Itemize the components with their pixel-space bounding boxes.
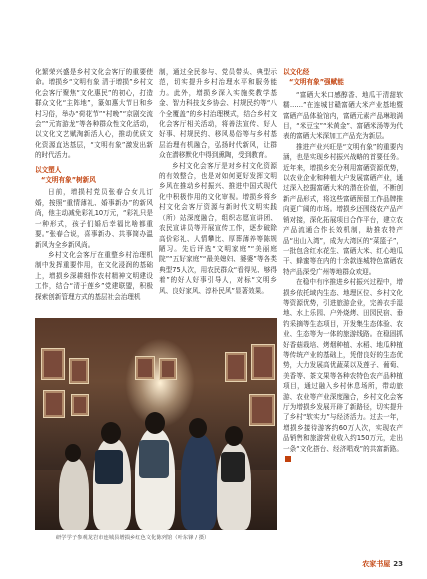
visitor — [181, 434, 217, 530]
photo-caption: 研学学子参观龙岩市连城县增损乡红色文化陈列馆（叶东锋 / 摄） — [56, 535, 210, 541]
article-column-1 — [35, 67, 153, 302]
article-column-2 — [159, 67, 277, 296]
paragraph: “富硒大米口感醇香、地瓜干清甜软糯……”在连城甘赣富硒大米产业基地暨富硒产品体验馆内，富硒元素产品琳琅满目，“米豆宝”“米黄金”、富硒米汤等为代表的富硒大米深加工产品充为新层。 — [283, 90, 403, 141]
paragraph: 化繁荣兴盛是乡村文化会客厅的重要使命。增损乡“文明有象 清于增损”乡村文化会客厅聚焦“文化惠民”的初心，打造群众文化“主阵地”，篆如惠大节日和乡村习俗，举办“荷花节”“村晚”“京剧交流会”“元宵游龙”等各种群众性文化活动，以文化文艺赋淘新活人心，推动优质文化资源直达基层，“文明有象”激发出新的时代活力。 — [35, 68, 153, 160]
wall-frame — [41, 348, 65, 380]
exhibition-photo — [35, 318, 277, 530]
magazine-name: 农家书屋 — [362, 560, 391, 568]
paragraph: 乡村文化会客厅是对乡村文化资源的有效整合，也是对如何更好发挥文明乡风在推动乡村振兴、推进中国式现代化中积极作用的文化审视。增损乡将乡村文化会客厅资源与新时代文明实践（所）站深度融合，组织志愿宣讲团、农民宣讲员等开展宣传工作，逐步破除高价彩礼、人情攀比、厚葬薄养等陈规陋习。先后评选“文明家庭”“美丽庭院”“五好家庭”“最美媳妇、婆婆”等各类典型75人次，用农民群众“看得见、够得着”的好人好事引导人，对标“文明乡风、良好家风、淳朴民风”显著效果。 — [159, 161, 277, 295]
visitor — [59, 458, 89, 530]
wall-frame — [71, 394, 89, 416]
visitor-head — [145, 412, 165, 434]
article-end-icon — [285, 456, 291, 462]
visitor-head — [65, 444, 81, 462]
page-footer — [362, 560, 403, 569]
paragraph: 推进产业兴旺是“文明有象”的重要内涵，也是实现乡村振兴战略的首要任务。近年来，增损乡充分利用富硒资源优势，以农业企业和种植大户发展富硒产业，通过深入挖掘富硒大米的潜在价值，不断创新产品形式，将这些富硒预留工作品牌推向更广阔的市场。增损乡还围绕农产品产销对接，深化拓展项目合作平台，建立农产品流通合作长效机制，助推农特产品“出山入湾”，成为大湾区的“菜篮子”，一批包含红水花生、富硒大米、红心地瓜干、蜂蜜等在内的十余款连城特色富硒农特产品深受广州等地群众欢迎。 — [283, 142, 403, 276]
page-number: 23 — [393, 560, 403, 568]
paragraph-text: 在稳中有序推进乡村振兴过程中，增损乡依托域内生态、地理区位、乡村文化等资源优势，引进旅游企业，完善衣手湿地、水上乐园、户外烧烤、田园民宿、垂钓采摘等生态项目，开发集生态体验、农业、生态等为一体的旅游线路。在稳固抓好香菇栽培、烤烟种植、水稻、地瓜种植等传统产业的基础上，凭借良好的生态优势，大力发展高优蔬菜以及莲子、葡萄、美香等、茶文果等各种农特色农产品种植项目，通过融入乡村休息场所，带动旅游、农业等产业深度融合，乡村文化会客厅为增损乡发展开辟了新路径，切实提升了乡村“软实力”与经济活力。过去一年，增损乡接待游客约60万人次，实现农产品销售和旅游营业收入约150万元，走出一条“文化搭台、经济唱戏”的共富新路。 — [283, 278, 403, 453]
backpack — [221, 452, 245, 482]
wall-frame — [225, 352, 247, 382]
visitor-head — [189, 418, 207, 438]
section-kicker: 以文化经 — [283, 68, 310, 76]
backpack — [139, 440, 169, 478]
visitor-head — [225, 426, 243, 446]
article-column-3 — [283, 67, 403, 464]
wall-frame — [251, 344, 275, 380]
wall-frame — [159, 358, 177, 380]
paragraph: 乡村文化会客厅在重整乡村治理机制中发挥重要作用，在文化浸润的基础上，增损乡深耕细作农村精神文明建设工作，结合“清于莲乡”党建联盟，积极探索创新管理方式的基层社会治理机 — [35, 250, 153, 301]
section-title: “文明有象”强赋能 — [289, 78, 344, 87]
paragraph — [283, 277, 403, 464]
paragraph: 制，通过全民参与、党员带头、典型示范，切实提升乡村治理水平和服务能力。此外，增损乡深入实施奖教学基金、智力科技支乡协会、村规民约等“八个全覆盖”的乡村治理模式，结合乡村文化会客厅相关活动，将善法宣传、好人好事、村规民约、移风易俗等与乡村基层治理有机融合，弘扬时代新风，让群众在潜移默化中得到熏陶，受到教育。 — [159, 68, 277, 160]
section-title: “文明有象”树新风 — [41, 176, 96, 185]
section-kicker: 以文塑人 — [35, 165, 62, 174]
visitor-head — [101, 422, 121, 444]
wall-frame — [135, 356, 155, 380]
paragraph: 日前，增损村党员张春合女儿订婚，按照“重情薄礼、婚事新办”的新风尚，他主动减免彩礼10万元，“彩礼只是一种形式，孩子们婚后幸福比啥都重要。”张春合说，喜事新办、共事简办温新风为全乡新风尚。 — [35, 188, 153, 249]
wall-frame — [43, 390, 65, 418]
backpack — [95, 450, 123, 484]
wall-frame — [69, 358, 89, 384]
wall-frame — [249, 394, 275, 426]
